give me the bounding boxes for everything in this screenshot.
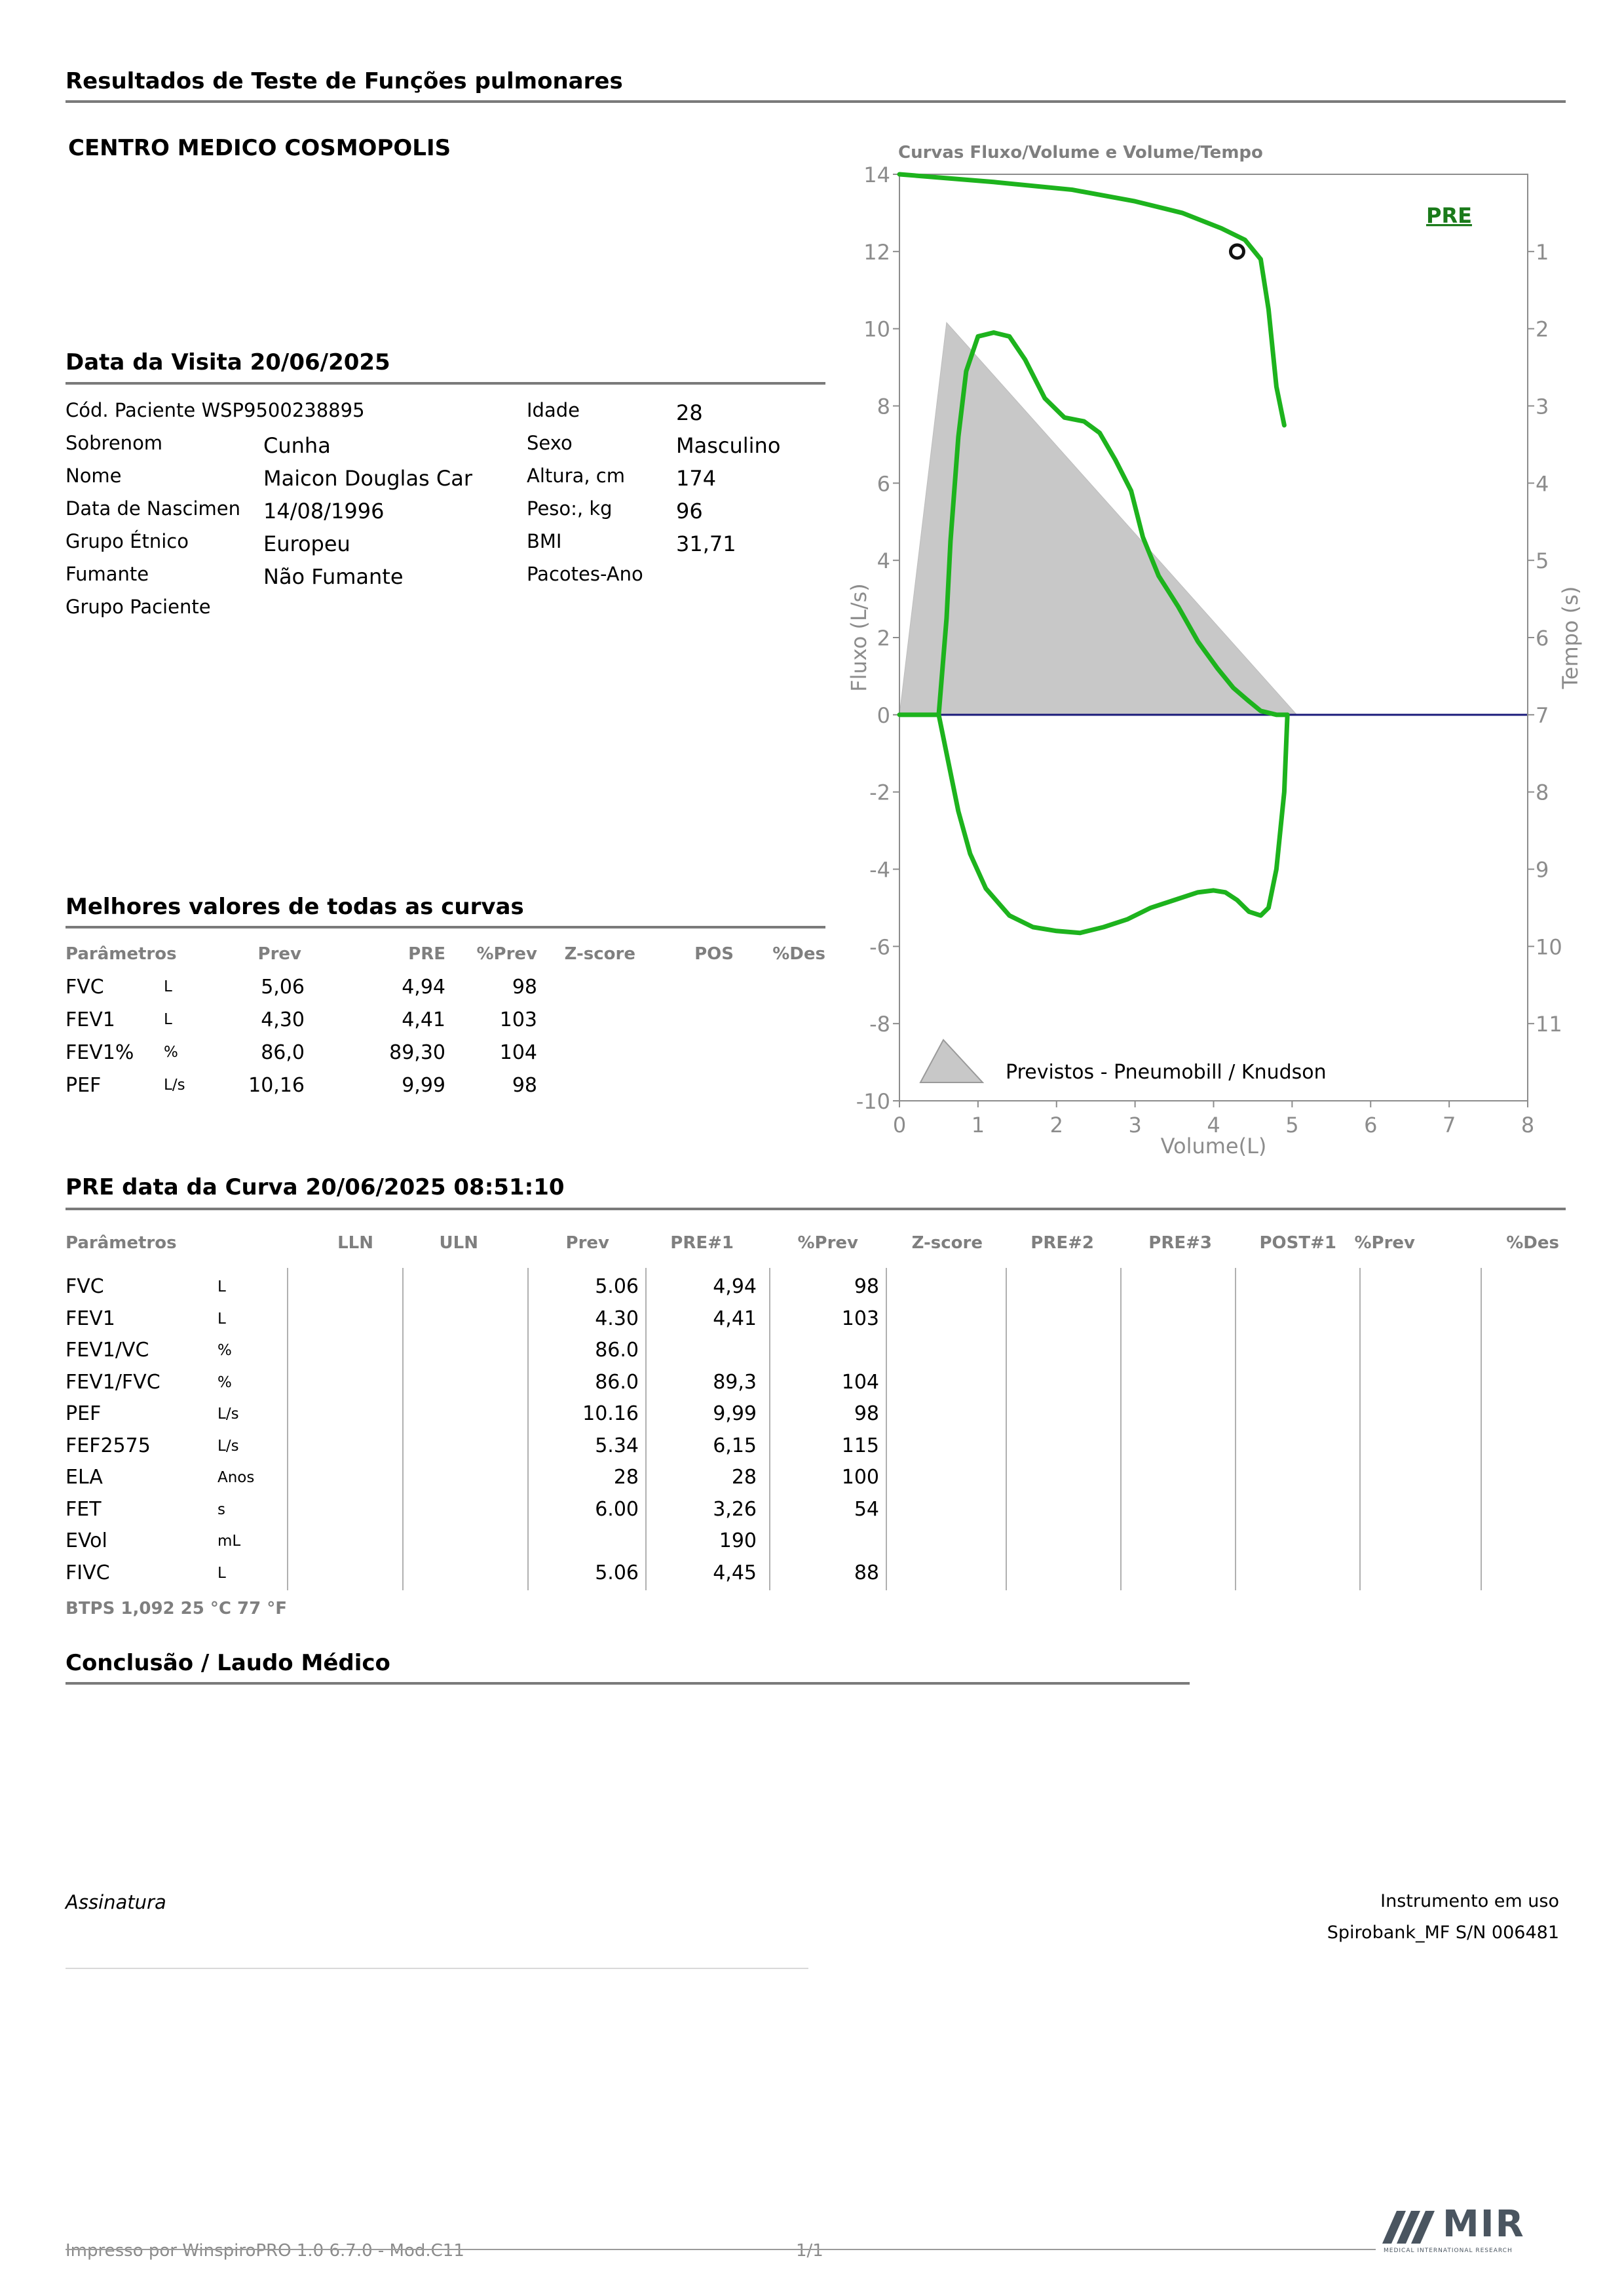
x-tick-label: 0 [892, 1113, 907, 1138]
best-unit: L [164, 1011, 172, 1028]
btps-info: BTPS 1,092 25 °C 77 °F [66, 1599, 288, 1618]
visit-heading: Data da Visita 20/06/2025 [66, 349, 390, 375]
curve-prev: 86.0 [595, 1339, 639, 1362]
flow-volume-chart [825, 157, 1585, 1179]
curve-pre1: 4,41 [713, 1307, 757, 1330]
curve-unit: mL [217, 1533, 241, 1550]
instrument-value: Spirobank_MF S/N 006481 [1327, 1923, 1559, 1943]
patient-field-label: Fumante [66, 563, 149, 585]
mir-logo-text: MIR [1443, 2203, 1525, 2246]
patient-field-value: 14/08/1996 [263, 499, 385, 524]
legend-text: Previstos - Pneumobill / Knudson [1006, 1061, 1327, 1084]
patient-field-label: Grupo Paciente [66, 596, 211, 618]
time-tick-label: 10 [1536, 934, 1562, 960]
curve-param: PEF [66, 1402, 102, 1425]
curve-heading: PRE data da Curva 20/06/2025 08:51:10 [66, 1174, 565, 1200]
curve-pct-prev: 88 [854, 1561, 879, 1584]
y-tick-label: 4 [877, 548, 890, 574]
chart-title: Curvas Fluxo/Volume e Volume/Tempo [898, 143, 1263, 163]
curve-pre1: 9,99 [713, 1402, 757, 1425]
curve-prev: 5.06 [595, 1561, 639, 1584]
patient-field-value: Europeu [263, 531, 350, 556]
curve-header-4: PRE#1 [670, 1233, 734, 1253]
best-prev: 10,16 [248, 1074, 305, 1097]
time-tick-label: 8 [1536, 780, 1549, 805]
title-divider [66, 100, 1566, 103]
x-tick-label: 1 [971, 1113, 985, 1138]
curve-prev: 28 [613, 1466, 639, 1489]
curve-prev: 86.0 [595, 1370, 639, 1394]
patient-field-label: Data de Nascimen [66, 497, 240, 520]
best-unit: L/s [164, 1077, 185, 1094]
curve-pre1: 89,3 [713, 1370, 757, 1394]
best-header-0: Parâmetros [66, 944, 177, 964]
best-header-1: Prev [257, 944, 301, 964]
curve-param: FEV1/VC [66, 1339, 149, 1362]
best-header-2: PRE [408, 944, 445, 964]
legend-predicted-icon [920, 1040, 983, 1082]
time-tick-label: 2 [1536, 316, 1549, 342]
patient-field-value: 96 [676, 499, 703, 524]
curve-header-3: Prev [565, 1233, 609, 1253]
curve-header-8: PRE#3 [1148, 1233, 1212, 1253]
best-pct-prev: 98 [512, 1074, 537, 1097]
best-pre: 4,41 [402, 1008, 445, 1031]
time-tick-label: 11 [1536, 1012, 1562, 1037]
curve-divider [66, 1208, 1566, 1210]
best-header-6: %Des [772, 944, 825, 964]
series-label: PRE [1426, 203, 1472, 228]
mir-logo-subtext: MEDICAL INTERNATIONAL RESEARCH [1384, 2248, 1513, 2254]
footer-page: 1/1 [796, 2241, 823, 2261]
y-tick-label: 2 [877, 626, 890, 651]
best-header-3: %Prev [476, 944, 537, 964]
curve-unit: % [217, 1342, 232, 1359]
table-column-divider [769, 1268, 770, 1590]
instrument-label: Instrumento em uso [1380, 1891, 1559, 1911]
curve-pre1: 3,26 [713, 1497, 757, 1521]
best-pct-prev: 98 [512, 976, 537, 999]
time-tick-label: 1 [1536, 239, 1549, 265]
time-tick-label: 6 [1536, 626, 1549, 651]
footer-line [66, 2249, 1376, 2250]
curve-prev: 10.16 [582, 1402, 639, 1425]
table-column-divider [1481, 1268, 1482, 1590]
y-tick-label: -8 [869, 1012, 890, 1037]
curve-unit: L [217, 1310, 226, 1328]
patient-code: Cód. Paciente WSP9500238895 [66, 399, 365, 421]
y-tick-label: 14 [863, 163, 890, 187]
patient-field-label: Nome [66, 465, 122, 487]
y-axis-label: Fluxo (L/s) [846, 583, 871, 692]
curve-param: FVC [66, 1275, 104, 1298]
predicted-area [899, 322, 1297, 715]
curve-param: FEF2575 [66, 1434, 151, 1457]
x-tick-label: 6 [1364, 1113, 1378, 1138]
best-param: FEV1 [66, 1008, 115, 1031]
best-pct-prev: 104 [499, 1041, 537, 1064]
curve-pre1: 190 [719, 1529, 757, 1552]
time-tick-label: 4 [1536, 471, 1549, 497]
best-prev: 4,30 [261, 1008, 305, 1031]
patient-field-value: Não Fumante [263, 564, 404, 589]
best-prev: 86,0 [261, 1041, 305, 1064]
curve-param: FEV1 [66, 1307, 115, 1330]
report-title: Resultados de Teste de Funções pulmonares [66, 68, 623, 94]
y-tick-label: -10 [856, 1089, 890, 1114]
curve-header-5: %Prev [797, 1233, 858, 1253]
y-tick-label: 10 [863, 316, 890, 342]
patient-field-value: 31,71 [676, 531, 736, 556]
curve-param: FET [66, 1497, 102, 1521]
curve-pre1: 28 [731, 1466, 757, 1489]
patient-field-label: Sobrenom [66, 432, 163, 454]
y-tick-label: 0 [877, 702, 890, 728]
curve-unit: L [217, 1278, 226, 1295]
table-column-divider [287, 1268, 288, 1590]
curve-header-9: POST#1 [1259, 1233, 1336, 1253]
x-tick-label: 5 [1285, 1113, 1299, 1138]
curve-prev: 5.34 [595, 1434, 639, 1457]
curve-header-2: ULN [439, 1233, 478, 1253]
conclusion-divider [66, 1682, 1190, 1685]
curve-param: FEV1/FVC [66, 1370, 161, 1394]
footer-printed-by: Impresso por WinspiroPRO 1.0 6.7.0 - Mod.C11 [66, 2241, 464, 2261]
curve-header-11: %Des [1506, 1233, 1559, 1253]
x-tick-label: 4 [1207, 1113, 1220, 1138]
table-column-divider [886, 1268, 887, 1590]
patient-field-label: Peso:, kg [527, 497, 613, 520]
curve-pct-prev: 54 [854, 1497, 879, 1521]
table-column-divider [1359, 1268, 1361, 1590]
best-values-divider [66, 926, 825, 928]
patient-field-label: Idade [527, 399, 580, 421]
table-column-divider [1120, 1268, 1122, 1590]
patient-field-label: Altura, cm [527, 465, 625, 487]
fev1-marker-icon [1230, 245, 1243, 258]
best-unit: L [164, 978, 172, 995]
y-tick-label: 6 [877, 471, 890, 497]
patient-field-value: 174 [676, 466, 717, 491]
curve-unit: Anos [217, 1469, 255, 1486]
y-tick-label: -2 [869, 780, 890, 805]
curve-unit: L/s [217, 1406, 239, 1423]
curve-header-10: %Prev [1354, 1233, 1415, 1253]
curve-param: ELA [66, 1466, 103, 1489]
conclusion-heading: Conclusão / Laudo Médico [66, 1650, 390, 1676]
table-column-divider [1235, 1268, 1236, 1590]
patient-field-label: Pacotes-Ano [527, 563, 643, 585]
curve-header-6: Z-score [911, 1233, 983, 1253]
curve-pct-prev: 98 [854, 1275, 879, 1298]
curve-pct-prev: 103 [841, 1307, 879, 1330]
curve-header-0: Parâmetros [66, 1233, 177, 1253]
patient-field-value: Masculino [676, 433, 781, 458]
x-tick-label: 7 [1442, 1113, 1456, 1138]
curve-pct-prev: 115 [841, 1434, 879, 1457]
patient-field-label: Grupo Étnico [66, 530, 189, 552]
curve-param: FIVC [66, 1561, 110, 1584]
curve-prev: 5.06 [595, 1275, 639, 1298]
curve-unit: % [217, 1373, 232, 1391]
patient-field-value: 28 [676, 400, 703, 425]
best-param: FEV1% [66, 1041, 134, 1064]
time-tick-label: 9 [1536, 857, 1549, 883]
mir-logo [1382, 2202, 1566, 2261]
best-pct-prev: 103 [499, 1008, 537, 1031]
y2-axis-label: Tempo (s) [1558, 586, 1583, 689]
table-column-divider [1006, 1268, 1007, 1590]
visit-divider [66, 382, 825, 385]
x-tick-label: 8 [1520, 1113, 1535, 1138]
best-pre: 4,94 [402, 976, 445, 999]
curve-unit: L/s [217, 1437, 239, 1455]
curve-prev: 6.00 [595, 1497, 639, 1521]
y-tick-label: -4 [869, 857, 890, 883]
time-tick-label: 3 [1536, 394, 1549, 419]
best-param: FVC [66, 976, 104, 999]
curve-unit: s [217, 1501, 225, 1518]
curve-prev: 4.30 [595, 1307, 639, 1330]
curve-pre1: 4,94 [713, 1275, 757, 1298]
mir-logo-mark-icon [1382, 2206, 1441, 2245]
signature-line [66, 1968, 808, 1969]
x-tick-label: 3 [1128, 1113, 1142, 1138]
y-tick-label: 8 [877, 394, 890, 419]
x-axis-label: Volume(L) [1160, 1134, 1267, 1158]
best-pre: 9,99 [402, 1074, 445, 1097]
time-tick-label: 7 [1536, 702, 1549, 728]
best-header-5: POS [694, 944, 734, 964]
patient-field-label: BMI [527, 530, 562, 552]
inspiratory-curve [939, 715, 1287, 933]
curve-pre1: 6,15 [713, 1434, 757, 1457]
patient-field-value: Cunha [263, 433, 331, 458]
y-tick-label: 12 [863, 239, 890, 265]
x-tick-label: 2 [1049, 1113, 1063, 1138]
patient-field-value: Maicon Douglas Car [263, 466, 472, 491]
table-column-divider [402, 1268, 404, 1590]
curve-param: EVol [66, 1529, 107, 1552]
best-header-4: Z-score [564, 944, 635, 964]
best-param: PEF [66, 1074, 102, 1097]
best-values-heading: Melhores valores de todas as curvas [66, 894, 524, 920]
time-tick-label: 5 [1536, 548, 1549, 574]
curve-pct-prev: 98 [854, 1402, 879, 1425]
best-pre: 89,30 [389, 1041, 445, 1064]
curve-unit: L [217, 1564, 226, 1582]
best-prev: 5,06 [261, 976, 305, 999]
curve-pct-prev: 100 [841, 1466, 879, 1489]
curve-header-1: LLN [337, 1233, 373, 1253]
y-tick-label: -6 [869, 934, 890, 960]
curve-header-7: PRE#2 [1030, 1233, 1094, 1253]
clinic-name: CENTRO MEDICO COSMOPOLIS [68, 135, 451, 161]
patient-field-label: Sexo [527, 432, 573, 454]
best-unit: % [164, 1044, 178, 1061]
curve-pre1: 4,45 [713, 1561, 757, 1584]
curve-pct-prev: 104 [841, 1370, 879, 1394]
signature-label: Assinatura [66, 1891, 166, 1913]
